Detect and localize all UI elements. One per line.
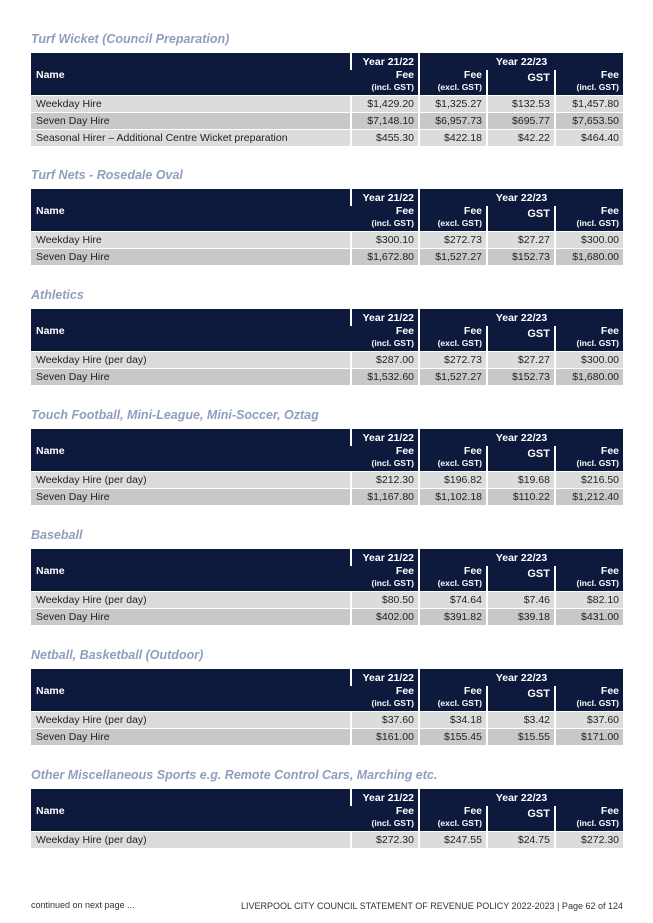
column-header-year-prev: Year 21/22 [351, 789, 419, 806]
column-header-gst: GST [487, 446, 555, 472]
fee-section [31, 767, 623, 848]
row-fee-excl: $74.64 [419, 592, 487, 609]
incl-gst-label: (incl. GST) [371, 338, 414, 348]
row-name: Weekday Hire (per day) [31, 712, 351, 729]
column-header-name: Name [31, 789, 351, 832]
fee-label: Fee [600, 325, 620, 337]
column-header-year-curr: Year 22/23 [419, 789, 623, 806]
fee-label: Fee [600, 805, 620, 817]
row-gst: $19.68 [487, 472, 555, 489]
table-row [31, 832, 623, 849]
header-row [31, 429, 623, 446]
header-row [31, 549, 623, 566]
row-name: Weekday Hire (per day) [31, 592, 351, 609]
column-header-fee-excl [419, 566, 487, 592]
column-header-prev-fee [351, 446, 419, 472]
row-fee-excl: $247.55 [419, 832, 487, 849]
row-prev-fee: $1,167.80 [351, 489, 419, 506]
row-fee-excl: $155.45 [419, 729, 487, 746]
fee-section [31, 527, 623, 625]
row-name: Weekday Hire (per day) [31, 832, 351, 849]
row-fee-excl: $272.73 [419, 352, 487, 369]
fee-label: Fee [463, 325, 482, 337]
column-header-gst: GST [487, 326, 555, 352]
row-fee-excl: $1,527.27 [419, 249, 487, 266]
excl-gst-label: (excl. GST) [437, 818, 482, 828]
table-row [31, 130, 623, 147]
fee-label: Fee [463, 445, 482, 457]
excl-gst-label: (excl. GST) [437, 458, 482, 468]
column-header-gst: GST [487, 566, 555, 592]
row-name: Seven Day Hire [31, 489, 351, 506]
row-gst: $42.22 [487, 130, 555, 147]
row-gst: $695.77 [487, 113, 555, 130]
fee-section [31, 287, 623, 385]
incl-gst-label: (incl. GST) [371, 458, 414, 468]
fee-label: Fee [395, 685, 414, 697]
header-row [31, 53, 623, 70]
row-fee-incl: $464.40 [555, 130, 623, 147]
row-fee-excl: $272.73 [419, 232, 487, 249]
fee-label: Fee [463, 205, 482, 217]
row-gst: $39.18 [487, 609, 555, 626]
row-name: Seven Day Hire [31, 729, 351, 746]
row-prev-fee: $37.60 [351, 712, 419, 729]
row-prev-fee: $7,148.10 [351, 113, 419, 130]
row-gst: $132.53 [487, 96, 555, 113]
incl-gst-label: (incl. GST) [576, 218, 620, 228]
section-title: Athletics [31, 288, 84, 302]
row-fee-excl: $422.18 [419, 130, 487, 147]
row-prev-fee: $300.10 [351, 232, 419, 249]
fee-label: Fee [600, 685, 620, 697]
row-prev-fee: $455.30 [351, 130, 419, 147]
document-footer: LIVERPOOL CITY COUNCIL STATEMENT OF REVENUE POLICY 2022-2023 | Page 62 of 124 [241, 901, 623, 911]
row-fee-incl: $7,653.50 [555, 113, 623, 130]
row-prev-fee: $1,672.80 [351, 249, 419, 266]
continued-note: continued on next page ... [31, 900, 135, 910]
row-fee-incl: $216.50 [555, 472, 623, 489]
row-fee-incl: $171.00 [555, 729, 623, 746]
table-row [31, 609, 623, 626]
fee-table [31, 429, 623, 505]
fee-section [31, 407, 623, 505]
column-header-fee-incl [555, 206, 623, 232]
fee-table [31, 789, 623, 848]
row-gst: $152.73 [487, 369, 555, 386]
fee-label: Fee [463, 685, 482, 697]
table-row [31, 712, 623, 729]
incl-gst-label: (incl. GST) [576, 698, 620, 708]
row-gst: $7.46 [487, 592, 555, 609]
row-fee-excl: $6,957.73 [419, 113, 487, 130]
row-name: Seven Day Hire [31, 113, 351, 130]
table-row [31, 232, 623, 249]
row-name: Weekday Hire [31, 96, 351, 113]
column-header-year-prev: Year 21/22 [351, 189, 419, 206]
column-header-fee-excl [419, 686, 487, 712]
row-name: Weekday Hire (per day) [31, 472, 351, 489]
column-header-fee-incl [555, 326, 623, 352]
row-prev-fee: $212.30 [351, 472, 419, 489]
row-prev-fee: $272.30 [351, 832, 419, 849]
section-title: Turf Nets - Rosedale Oval [31, 168, 183, 182]
row-fee-incl: $82.10 [555, 592, 623, 609]
column-header-prev-fee [351, 326, 419, 352]
column-header-fee-incl [555, 70, 623, 96]
excl-gst-label: (excl. GST) [437, 578, 482, 588]
incl-gst-label: (incl. GST) [371, 818, 414, 828]
fee-label: Fee [395, 205, 414, 217]
fee-label: Fee [463, 565, 482, 577]
column-header-fee-excl [419, 446, 487, 472]
column-header-fee-excl [419, 70, 487, 96]
column-header-fee-incl [555, 446, 623, 472]
section-title: Touch Football, Mini-League, Mini-Soccer, Oztag [31, 408, 319, 422]
column-header-year-curr: Year 22/23 [419, 669, 623, 686]
column-header-name: Name [31, 549, 351, 592]
fee-label: Fee [600, 69, 620, 81]
row-gst: $27.27 [487, 352, 555, 369]
fee-label: Fee [395, 445, 414, 457]
table-row [31, 113, 623, 130]
excl-gst-label: (excl. GST) [437, 698, 482, 708]
fee-label: Fee [600, 445, 620, 457]
column-header-year-curr: Year 22/23 [419, 53, 623, 70]
excl-gst-label: (excl. GST) [437, 338, 482, 348]
incl-gst-label: (incl. GST) [371, 218, 414, 228]
fee-label: Fee [463, 805, 482, 817]
section-title: Netball, Basketball (Outdoor) [31, 648, 204, 662]
column-header-fee-excl [419, 326, 487, 352]
column-header-fee-excl [419, 206, 487, 232]
row-fee-incl: $1,457.80 [555, 96, 623, 113]
row-name: Seven Day Hire [31, 249, 351, 266]
header-row [31, 669, 623, 686]
incl-gst-label: (incl. GST) [576, 818, 620, 828]
row-prev-fee: $80.50 [351, 592, 419, 609]
incl-gst-label: (incl. GST) [371, 698, 414, 708]
table-row [31, 96, 623, 113]
incl-gst-label: (incl. GST) [576, 578, 620, 588]
incl-gst-label: (incl. GST) [371, 578, 414, 588]
section-title: Baseball [31, 528, 83, 542]
section-title: Turf Wicket (Council Preparation) [31, 32, 230, 46]
fee-label: Fee [395, 565, 414, 577]
column-header-year-prev: Year 21/22 [351, 429, 419, 446]
fee-table [31, 549, 623, 625]
column-header-year-prev: Year 21/22 [351, 309, 419, 326]
row-fee-excl: $196.82 [419, 472, 487, 489]
column-header-year-prev: Year 21/22 [351, 53, 419, 70]
row-prev-fee: $402.00 [351, 609, 419, 626]
row-gst: $152.73 [487, 249, 555, 266]
row-name: Seven Day Hire [31, 369, 351, 386]
excl-gst-label: (excl. GST) [437, 82, 482, 92]
column-header-prev-fee [351, 806, 419, 832]
excl-gst-label: (excl. GST) [437, 218, 482, 228]
column-header-prev-fee [351, 686, 419, 712]
header-row [31, 309, 623, 326]
incl-gst-label: (incl. GST) [576, 82, 620, 92]
column-header-year-prev: Year 21/22 [351, 669, 419, 686]
column-header-fee-incl [555, 566, 623, 592]
column-header-gst: GST [487, 686, 555, 712]
column-header-name: Name [31, 309, 351, 352]
fee-label: Fee [463, 69, 482, 81]
column-header-year-curr: Year 22/23 [419, 549, 623, 566]
column-header-gst: GST [487, 206, 555, 232]
fee-label: Fee [600, 205, 620, 217]
row-fee-incl: $272.30 [555, 832, 623, 849]
fee-table [31, 189, 623, 265]
column-header-year-curr: Year 22/23 [419, 309, 623, 326]
table-row [31, 472, 623, 489]
row-fee-excl: $34.18 [419, 712, 487, 729]
column-header-prev-fee [351, 206, 419, 232]
row-fee-incl: $1,212.40 [555, 489, 623, 506]
row-fee-incl: $37.60 [555, 712, 623, 729]
row-name: Seasonal Hirer – Additional Centre Wicket preparation [31, 130, 351, 147]
row-fee-incl: $1,680.00 [555, 369, 623, 386]
column-header-fee-incl [555, 806, 623, 832]
column-header-name: Name [31, 669, 351, 712]
table-row [31, 592, 623, 609]
fee-label: Fee [600, 565, 620, 577]
column-header-prev-fee [351, 566, 419, 592]
column-header-gst: GST [487, 70, 555, 96]
row-name: Weekday Hire (per day) [31, 352, 351, 369]
column-header-year-prev: Year 21/22 [351, 549, 419, 566]
column-header-name: Name [31, 189, 351, 232]
header-row [31, 189, 623, 206]
row-prev-fee: $1,532.60 [351, 369, 419, 386]
row-gst: $3.42 [487, 712, 555, 729]
row-gst: $27.27 [487, 232, 555, 249]
header-row [31, 789, 623, 806]
incl-gst-label: (incl. GST) [576, 338, 620, 348]
fee-table [31, 53, 623, 146]
fee-table [31, 309, 623, 385]
column-header-name: Name [31, 429, 351, 472]
incl-gst-label: (incl. GST) [576, 458, 620, 468]
row-fee-incl: $300.00 [555, 232, 623, 249]
row-fee-excl: $1,325.27 [419, 96, 487, 113]
row-name: Weekday Hire [31, 232, 351, 249]
fee-section [31, 31, 623, 146]
table-row [31, 369, 623, 386]
fee-label: Fee [395, 805, 414, 817]
row-prev-fee: $161.00 [351, 729, 419, 746]
table-row [31, 729, 623, 746]
row-name: Seven Day Hire [31, 609, 351, 626]
fee-section [31, 647, 623, 745]
incl-gst-label: (incl. GST) [371, 82, 414, 92]
fee-table [31, 669, 623, 745]
row-fee-incl: $300.00 [555, 352, 623, 369]
section-title: Other Miscellaneous Sports e.g. Remote Control Cars, Marching etc. [31, 768, 438, 782]
row-prev-fee: $287.00 [351, 352, 419, 369]
table-row [31, 352, 623, 369]
row-fee-excl: $1,102.18 [419, 489, 487, 506]
fee-label: Fee [395, 69, 414, 81]
row-gst: $24.75 [487, 832, 555, 849]
column-header-gst: GST [487, 806, 555, 832]
table-row [31, 249, 623, 266]
fee-label: Fee [395, 325, 414, 337]
column-header-name: Name [31, 53, 351, 96]
row-fee-excl: $391.82 [419, 609, 487, 626]
row-fee-excl: $1,527.27 [419, 369, 487, 386]
row-prev-fee: $1,429.20 [351, 96, 419, 113]
table-row [31, 489, 623, 506]
column-header-fee-incl [555, 686, 623, 712]
fee-section [31, 167, 623, 265]
row-fee-incl: $1,680.00 [555, 249, 623, 266]
column-header-year-curr: Year 22/23 [419, 189, 623, 206]
row-gst: $110.22 [487, 489, 555, 506]
column-header-prev-fee [351, 70, 419, 96]
column-header-fee-excl [419, 806, 487, 832]
column-header-year-curr: Year 22/23 [419, 429, 623, 446]
row-fee-incl: $431.00 [555, 609, 623, 626]
row-gst: $15.55 [487, 729, 555, 746]
